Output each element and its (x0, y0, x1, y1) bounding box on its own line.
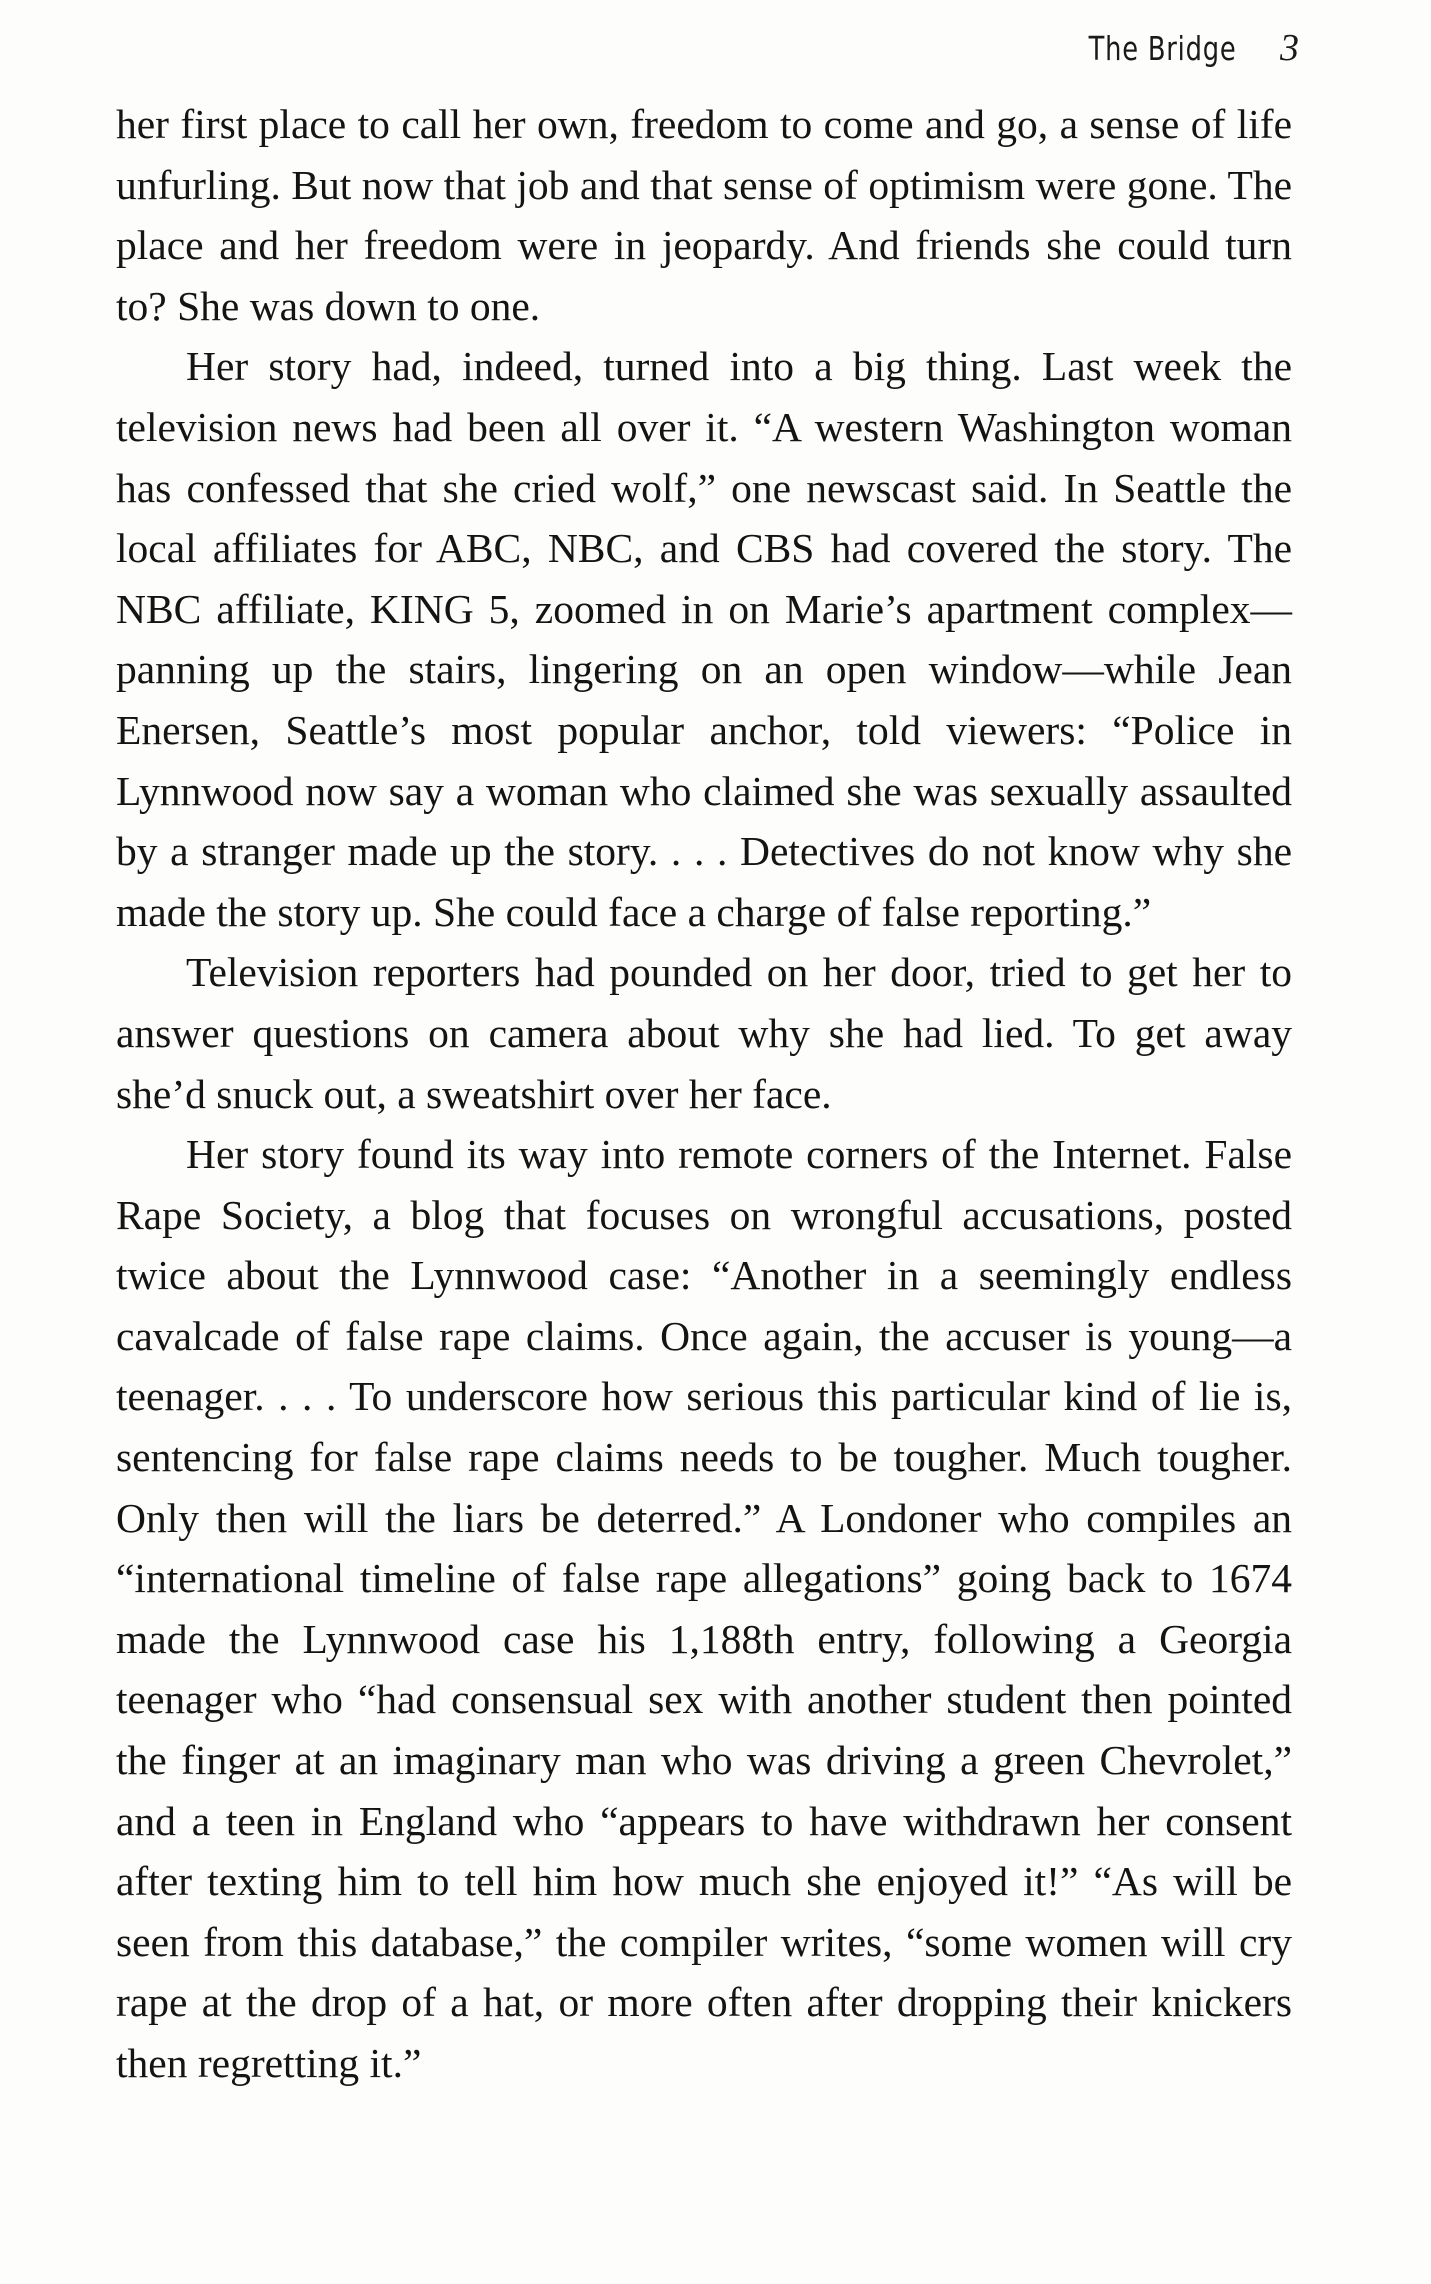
paragraph-1: her first place to call her own, freedom to come and go, a sense of life unfurling. But now that job and that sense of optimism were gone. The place and her freedom were in jeopardy. And friends she could turn to? She was down to one. (116, 101, 1292, 329)
paragraph-3: Television reporters had pounded on her door, tried to get her to answer questions on camera about why she had lied. To get away she’d snuck out, a sweatshirt over her face. (116, 949, 1292, 1117)
page-number: 3 (1280, 27, 1299, 69)
paragraph-4: Her story found its way into remote corners of the Internet. False Rape Society, a blog that focuses on wrongful accusations, posted twice about the Lynnwood case: “Another in a seemingly endless cavalcade of false rape claims. Once again, the accuser is young—a teenager. . . . To underscore how serious this particular kind of lie is, sentencing for false rape claims needs to be tougher. Much tougher. Only then will the liars be deterred.” A Londoner who compiles an “international timeline of false rape allegations” going back to 1674 made the Lynnwood case his 1,188th entry, following a Georgia teenager who “had consensual sex with another student then pointed the finger at an imaginary man who was driving a green Chevrolet,” and a teen in England who “appears to have withdrawn her consent after texting him to tell him how much she enjoyed it!” “As will be seen from this database,” the compiler writes, “some women will cry rape at the drop of a hat, or more often after dropping their knickers then regretting it.” (116, 1131, 1292, 2086)
paragraph-2: Her story had, indeed, turned into a big thing. Last week the television news had been all over it. “A western Washington woman has confessed that she cried wolf,” one newscast said. In Seattle the local affiliates for ABC, NBC, and CBS had covered the story. The NBC affiliate, KING 5, zoomed in on Marie’s apartment complex—panning up the stairs, lingering on an open window—while Jean Enersen, Seattle’s most popular anchor, told viewers: “Police in Lynnwood now say a woman who claimed she was sexually assaulted by a stranger made up the story. . . . Detectives do not know why she made the story up. She could face a charge of false reporting.” (116, 343, 1292, 935)
running-head (1047, 26, 1299, 70)
running-title: The Bridge (1088, 29, 1236, 68)
body-text (116, 94, 1292, 2094)
